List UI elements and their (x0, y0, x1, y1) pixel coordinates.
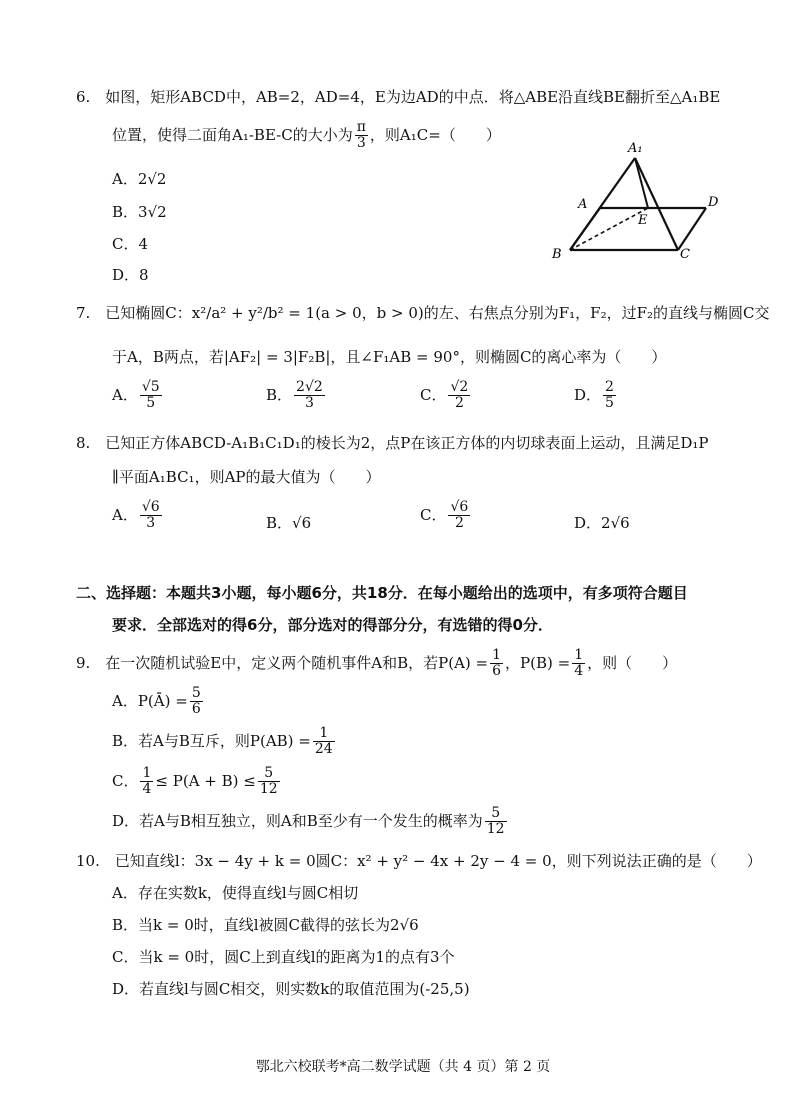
q6-line2-post: ，则A₁C=（ ） (369, 125, 501, 144)
q6-angle-num: π (356, 119, 366, 135)
q8-option-d-label: D． (574, 514, 602, 532)
section-2-heading-line1: 二、选择题：本题共3小题，每小题6分，共18分．在每小题给出的选项中，有多项符合题目 (76, 584, 688, 602)
q7-option-a-label: A． (112, 385, 138, 404)
q6-angle-den: 3 (356, 135, 366, 152)
q8-option-d-text: 2√6 (601, 514, 630, 532)
q8-option-a-label: A． (112, 505, 138, 524)
edge-c-d (678, 208, 706, 250)
q8-option-c (420, 500, 472, 532)
dashed-a1-a (600, 158, 635, 208)
q9-option-b-den: 24 (314, 741, 333, 758)
q7-option-c-den: 2 (454, 395, 464, 412)
q7-option-d-frac (603, 380, 616, 412)
q9-option-c-frac2 (258, 766, 280, 798)
q9-option-c-mid: ≤ P(A + B) ≤ (155, 771, 256, 790)
q6-option-d: D．8 (112, 266, 149, 284)
dashed-b-e (570, 208, 648, 250)
q9-line1-pre: 9. 在一次随机试验E中，定义两个随机事件A和B，若P(A) = (76, 653, 489, 672)
q9-option-a-den: 6 (191, 701, 201, 718)
q9-option-c-frac1 (140, 766, 153, 798)
q9-option-b (112, 726, 337, 758)
q9-option-a-num: 5 (191, 685, 201, 701)
q10-line1: 10. 已知直线l：3x − 4y + k = 0圆C：x² + y² − 4x + 2y − 4 = 0，则下列说法正确的是（ ） (76, 852, 762, 870)
q9-pa-num: 1 (492, 647, 502, 663)
q7-line1 (76, 302, 769, 323)
q10-option-d: D．若直线l与圆C相交，则实数k的取值范围为(-25,5) (112, 980, 470, 998)
q6-option-b: B．3√2 (112, 203, 167, 221)
q8-option-c-label: C． (420, 505, 447, 524)
q7-option-a-den: 5 (146, 395, 156, 412)
q8-option-a (112, 500, 164, 532)
q6-line1: 6. 如图，矩形ABCD中，AB=2，AD=4，E为边AD的中点．将△ABE沿直线BE翻折至△A₁BE (76, 88, 721, 106)
q9-option-d-frac (485, 806, 507, 838)
q8-line2: ∥平面A₁BC₁，则AP的最大值为（ ） (112, 468, 381, 486)
q7-option-a-frac (140, 380, 162, 412)
q8-option-c-den: 2 (454, 515, 464, 532)
q9-option-d-den: 12 (486, 821, 505, 838)
q7-option-d-label: D． (574, 385, 602, 404)
q7-ellipse-equation: x²/a² + y²/b² = 1(a > 0，b > 0) (191, 304, 424, 322)
q9-option-b-text: B．若A与B互斥，则P(AB) = (112, 731, 311, 750)
q9-option-d (112, 806, 509, 838)
q7-option-b-label: B． (266, 385, 293, 404)
q7-line1-pre: 7. 已知椭圆C： (76, 304, 192, 322)
q7-option-c (420, 380, 472, 412)
q7-option-d-num: 2 (605, 379, 614, 395)
q8-option-c-num: √6 (450, 499, 469, 515)
q9-mid: ，P(B) = (505, 653, 571, 672)
q8-option-b-text: √6 (292, 514, 312, 532)
q6-option-c: C．4 (112, 235, 149, 253)
q6-angle-fraction (355, 120, 368, 152)
q8-option-c-frac (448, 500, 470, 532)
q9-option-c-num1: 1 (142, 765, 152, 781)
q9-option-d-text: D．若A与B相互独立，则A和B至少有一个发生的概率为 (112, 811, 483, 830)
q7-option-d (574, 380, 618, 412)
q9-line1 (76, 648, 677, 680)
q10-option-a: A．存在实数k，使得直线l与圆C相切 (112, 884, 359, 902)
q8-option-b-label: B． (266, 514, 293, 532)
label-a: A (578, 197, 588, 212)
q9-option-b-frac (313, 726, 335, 758)
q9-pa-frac (490, 648, 503, 680)
label-e: E (638, 213, 648, 228)
q7-option-c-label: C． (420, 385, 447, 404)
q9-pb-den: 4 (574, 663, 584, 680)
label-c: C (680, 247, 690, 262)
section-2-heading-line2: 要求．全部选对的得6分，部分选对的得部分分，有选错的得0分． (112, 616, 553, 634)
label-a1: A₁ (628, 141, 643, 156)
label-b: B (552, 247, 562, 262)
q8-option-a-num: √6 (141, 499, 160, 515)
q9-option-a-frac (190, 686, 203, 718)
q10-option-c: C．当k = 0时，圆C上到直线l的距离为1的点有3个 (112, 948, 455, 966)
q7-option-b-frac (294, 380, 325, 412)
q8-line1: 8. 已知正方体ABCD-A₁B₁C₁D₁的棱长为2，点P在该正方体的内切球表面上运动，且满足D₁P (76, 434, 709, 452)
q7-line2: 于A，B两点，若|AF₂| = 3|F₂B|，且∠F₁AB = 90°，则椭圆C的离心率为（ ） (112, 348, 667, 366)
q8-option-d (574, 512, 630, 533)
page-footer: 鄂北六校联考*高二数学试题（共 4 页）第 2 页 (255, 1059, 551, 1075)
q9-option-b-num: 1 (313, 726, 335, 742)
q7-option-b-den: 3 (304, 395, 314, 412)
edge-a1-c (635, 158, 678, 250)
q9-option-d-num: 5 (485, 806, 507, 822)
q7-option-b-num: 2√2 (296, 379, 323, 395)
q9-option-c-num2: 5 (258, 766, 280, 782)
q9-pb-frac (572, 648, 585, 680)
q9-option-c-label: C． (112, 771, 139, 790)
q8-option-a-den: 3 (146, 515, 156, 532)
q7-option-a-num: √5 (141, 379, 160, 395)
q9-line1-post: ，则（ ） (587, 653, 678, 672)
q7-option-d-den: 5 (605, 395, 614, 412)
q7-option-c-frac (448, 380, 470, 412)
q7-option-c-num: √2 (450, 379, 469, 395)
q8-option-b (266, 512, 311, 533)
q6-option-a: A．2√2 (112, 170, 167, 188)
q10-option-b: B．当k = 0时，直线l被圆C截得的弦长为2√6 (112, 916, 419, 934)
q6-line2-pre: 位置，使得二面角A₁-BE-C的大小为 (112, 125, 353, 144)
q8-option-a-frac (140, 500, 162, 532)
q6-geometry-figure (540, 138, 730, 268)
q9-option-c (112, 766, 282, 798)
q9-pa-den: 6 (492, 663, 502, 680)
q7-line1-post: 的左、右焦点分别为F₁，F₂，过F₂的直线与椭圆C交 (423, 304, 770, 322)
q9-pb-num: 1 (574, 647, 584, 663)
q7-option-a (112, 380, 164, 412)
label-d: D (708, 195, 719, 210)
q9-option-c-den2: 12 (259, 781, 278, 798)
q9-option-a-text: A．P(Ā) = (112, 691, 188, 710)
q6-line2 (112, 120, 501, 152)
q7-option-b (266, 380, 327, 412)
q9-option-c-den1: 4 (142, 781, 152, 798)
q9-option-a (112, 686, 205, 718)
